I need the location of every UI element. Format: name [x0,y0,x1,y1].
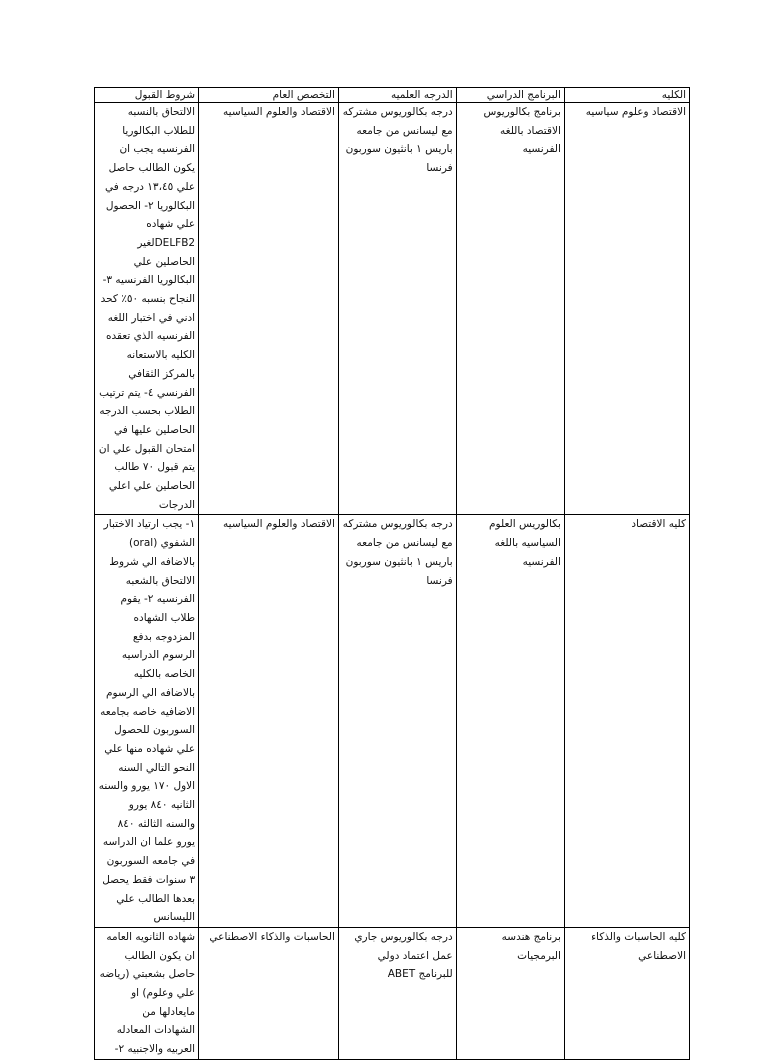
cell-specialization: الحاسبات والذكاء الاصطناعي [199,927,339,1059]
cell-college: كليه الاقتصاد [564,515,689,927]
table-row [95,927,690,1059]
cell-specialization: الاقتصاد والعلوم السياسيه [199,515,339,927]
cell-college: الاقتصاد وعلوم سياسيه [564,103,689,515]
table-header-row [95,88,690,103]
header-specialization: التخصص العام [199,88,339,103]
cell-program: برنامج هندسه البرمجيات [456,927,564,1059]
cell-college: كليه الحاسبات والذكاء الاصطناعي [564,927,689,1059]
cell-program: برنامج بكالوريوس الاقتصاد باللغه الفرنسيه [456,103,564,515]
cell-specialization: الاقتصاد والعلوم السياسيه [199,103,339,515]
admission-table [94,87,690,1060]
table-row [95,515,690,927]
header-college: الكليه [564,88,689,103]
cell-degree: درجه بكالوريوس مشتركه مع ليسانس من جامعه باريس ١ بانثيون سوربون فرنسا [338,103,456,515]
cell-degree: درجه بكالوريوس مشتركه مع ليسانس من جامعه باريس ١ بانثيون سوربون فرنسا [338,515,456,927]
header-admission: شروط القبول [95,88,199,103]
header-program: البرنامج الدراسي [456,88,564,103]
cell-degree: درجه بكالوريوس جاري عمل اعتماد دولي للبرنامج ABET [338,927,456,1059]
header-degree: الدرجه العلميه [338,88,456,103]
cell-admission: شهاده الثانويه العامه ان يكون الطالب حاصل بشعبتي (رياضه علي وعلوم) او مايعادلها من الشهادات المعادله العربيه والاجنبيه ٢- [95,927,199,1059]
cell-admission: ١- يجب ارتياد الاختبار الشفوي (oral) بالاضافه الي شروط الالتحاق بالشعبه الفرنسيه ٢- يقوم طلاب الشهاده المزدوجه بدفع الرسوم الدراسيه الخاصه بالكليه بالاضافه الي الرسوم الاضافيه خاصه بجامعه السوربون للحصول علي شهاده منها علي النحو التالي السنه الاول ١٧٠ يورو والسنه الثانيه ٨٤٠ يورو والسنه الثالثه ٨٤٠ يورو علما ان الدراسه في جامعه السوربون ٣ سنوات فقط يحصل بعدها الطالب علي الليسانس [95,515,199,927]
cell-admission: الالتحاق بالنسبه للطلاب البكالوريا الفرنسيه يجب ان يكون الطالب حاصل علي ١٣،٤٥ درجه في البكالوريا ٢- الحصول علي شهاده DELFB2لغير الحاصلين علي البكالوريا الفرنسيه ٣- النجاح بنسبه ٥٠٪ كحد ادني في اختبار اللغه الفرنسيه الذي تعقده الكليه بالاستعانه بالمركز الثقافي الفرنسي ٤- يتم ترتيب الطلاب بحسب الدرجه الحاصلين عليها في امتحان القبول علي ان يتم قبول ٧٠ طالب الحاصلين علي اعلي الدرجات [95,103,199,515]
cell-program: بكالوريس العلوم السياسيه باللغه الفرنسيه [456,515,564,927]
table-row [95,103,690,515]
